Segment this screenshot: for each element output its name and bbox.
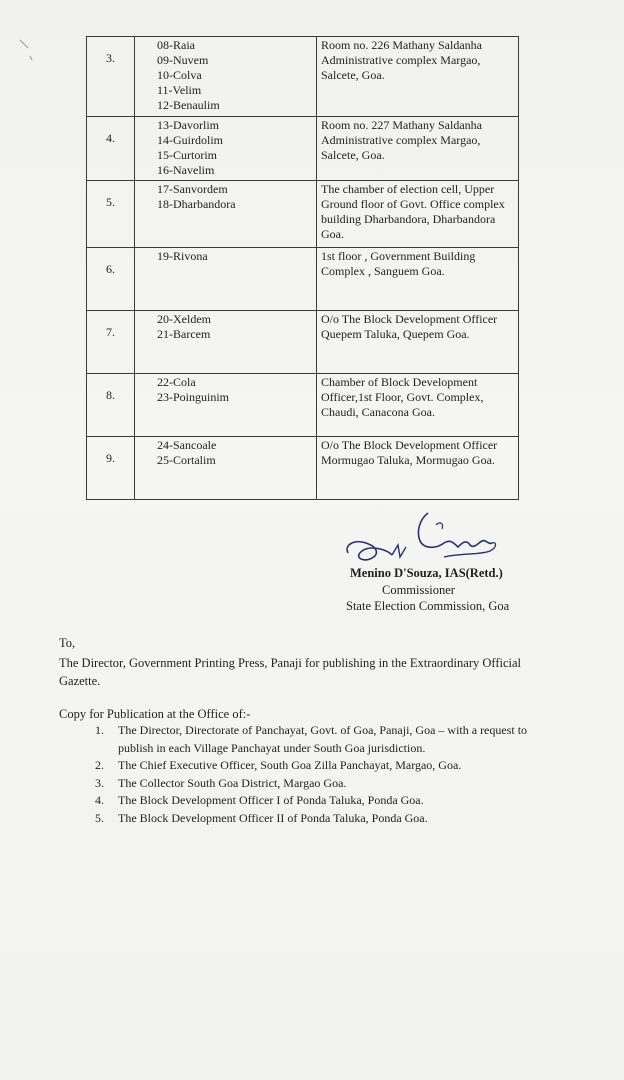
signature-image [340, 505, 540, 575]
village-panchayat: 22-Cola [157, 375, 196, 389]
centre-address: Chamber of Block Development Officer,1st Floor, Govt. Complex, Chaudi, Canacona Goa. [321, 375, 484, 419]
serial-number-cell [87, 374, 135, 437]
village-panchayat: 09-Nuvem [157, 53, 209, 67]
centre-address: O/o The Block Development Officer Mormugao Taluka, Mormugao Goa. [321, 438, 498, 467]
copy-list-item [95, 722, 555, 757]
village-panchayats-cell [135, 311, 317, 374]
copy-list [95, 722, 555, 827]
village-panchayat: 08-Raia [157, 38, 195, 52]
salutation: To, [59, 636, 76, 650]
village-panchayat: 11-Velim [157, 83, 202, 97]
copy-list-item [95, 775, 555, 793]
centre-address: The chamber of election cell, Upper Ground floor of Govt. Office complex building Dharbandora, Dharbandora Goa. [321, 182, 505, 241]
village-panchayats-cell [135, 374, 317, 437]
village-panchayat: 25-Cortalim [157, 453, 216, 467]
village-panchayat: 15-Curtorim [157, 148, 217, 162]
table-row [87, 248, 519, 311]
serial-number-cell [87, 311, 135, 374]
signer-title: Commissioner [382, 583, 455, 597]
serial-number-cell [87, 248, 135, 311]
copy-item-number: 3. [95, 775, 104, 790]
centre-address-cell [317, 181, 519, 248]
addressee-text: The Director, Government Printing Press, Panaji for publishing in the Extraordinary Official Gazette. [59, 656, 522, 688]
serial-number: 3. [106, 51, 115, 65]
table-row [87, 437, 519, 500]
village-panchayats-cell [135, 117, 317, 181]
village-panchayat: 19-Rivona [157, 249, 208, 263]
serial-number: 6. [106, 262, 115, 276]
scan-mark-icon [18, 38, 38, 68]
serial-number-cell [87, 437, 135, 500]
village-panchayats-cell [135, 37, 317, 117]
serial-number-cell [87, 37, 135, 117]
village-panchayat: 12-Benaulim [157, 98, 220, 112]
copy-list-item [95, 810, 555, 828]
village-panchayats-cell [135, 181, 317, 248]
serial-number-cell [87, 181, 135, 248]
centre-address-cell [317, 37, 519, 117]
centre-address-cell [317, 311, 519, 374]
table-body [87, 37, 519, 500]
serial-number: 9. [106, 451, 115, 465]
centre-address: Room no. 226 Mathany Saldanha Administrative complex Margao, Salcete, Goa. [321, 38, 482, 82]
copy-list-item [95, 792, 555, 810]
village-panchayats-cell [135, 437, 317, 500]
copy-item-number: 4. [95, 793, 104, 807]
centre-address: O/o The Block Development Officer Quepem Taluka, Quepem Goa. [321, 312, 498, 341]
copy-heading: Copy for Publication at the Office of:- [59, 707, 251, 721]
village-panchayat: 18-Dharbandora [157, 197, 236, 211]
copy-item-number: 2. [95, 758, 104, 772]
copy-item-text: The Block Development Officer I of Ponda Taluka, Ponda Goa. [118, 793, 424, 807]
centre-address: 1st floor , Government Building Complex , Sanguem Goa. [321, 249, 476, 278]
village-panchayat: 14-Guirdolim [157, 133, 223, 147]
centre-address-cell [317, 248, 519, 311]
village-panchayat: 20-Xeldem [157, 312, 211, 326]
serial-number: 7. [106, 325, 115, 339]
serial-number-cell [87, 117, 135, 181]
copy-item-text: The Collector South Goa District, Margao Goa. [118, 775, 347, 790]
signer-organization: State Election Commission, Goa [346, 599, 510, 613]
copy-item-number: 5. [95, 810, 104, 825]
centre-address-cell [317, 437, 519, 500]
table-row [87, 311, 519, 374]
serial-number: 5. [106, 195, 115, 209]
village-panchayat: 23-Poinguinim [157, 390, 230, 404]
village-panchayat: 24-Sancoale [157, 438, 217, 452]
village-panchayat: 13-Davorlim [157, 118, 219, 132]
counting-centres-table [86, 36, 519, 500]
centre-address-cell [317, 117, 519, 181]
centre-address: Room no. 227 Mathany Saldanha Administrative complex Margao, Salcete, Goa. [321, 118, 482, 162]
signer-name: Menino D'Souza, IAS(Retd.) [350, 566, 503, 580]
copy-item-text: The Chief Executive Officer, South Goa Zilla Panchayat, Margao, Goa. [118, 758, 462, 772]
table-row [87, 374, 519, 437]
village-panchayats-cell [135, 248, 317, 311]
table-row [87, 37, 519, 117]
village-panchayat: 17-Sanvordem [157, 182, 228, 196]
copy-item-text: The Block Development Officer II of Ponda Taluka, Ponda Goa. [118, 810, 428, 825]
table-row [87, 181, 519, 248]
serial-number: 8. [106, 388, 115, 402]
copy-item-number: 1. [95, 723, 104, 737]
centre-address-cell [317, 374, 519, 437]
village-panchayat: 21-Barcem [157, 327, 211, 341]
serial-number: 4. [106, 131, 115, 145]
table-row [87, 117, 519, 181]
copy-list-item [95, 757, 555, 775]
copy-item-text: The Director, Directorate of Panchayat, Govt. of Goa, Panaji, Goa – with a request to publish in each Village Panchayat under South Goa jurisdiction. [118, 723, 528, 755]
village-panchayat: 10-Colva [157, 68, 202, 82]
village-panchayat: 16-Navelim [157, 163, 215, 177]
